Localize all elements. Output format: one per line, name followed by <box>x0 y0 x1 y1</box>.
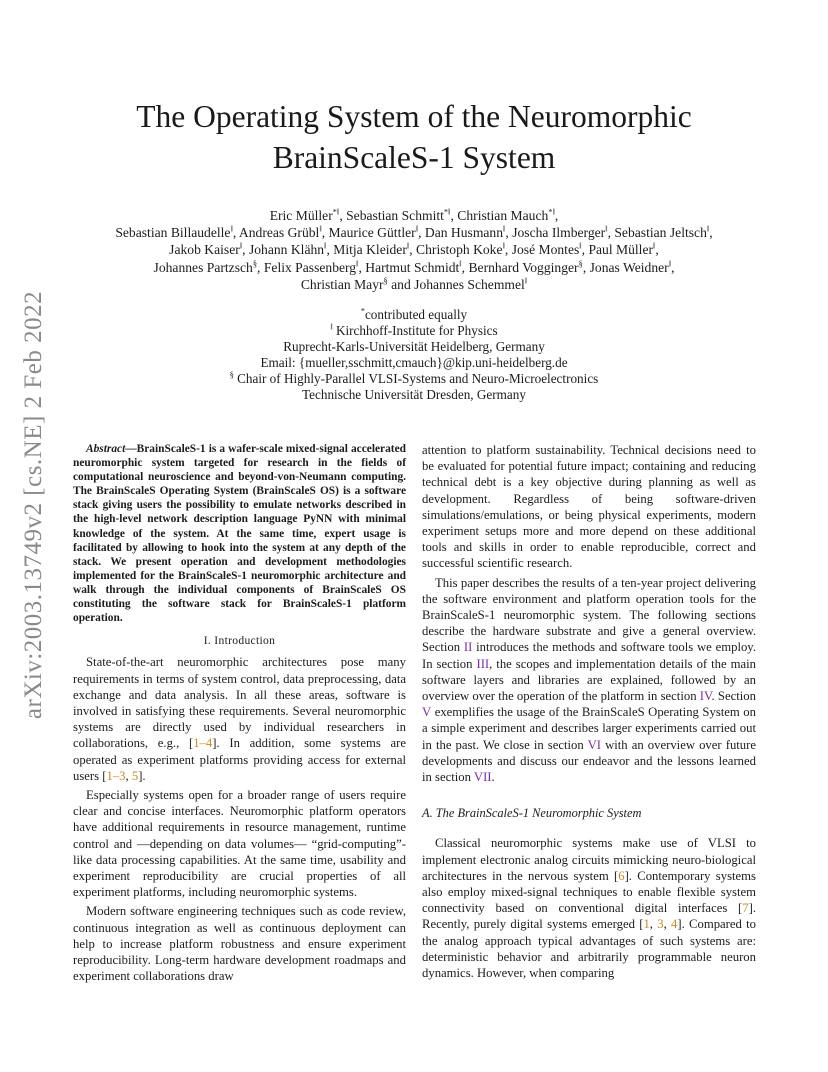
citation-link[interactable]: 5 <box>131 768 139 783</box>
abstract <box>73 442 406 625</box>
abstract-text: —BrainScaleS-1 is a wafer-scale mixed-signal accelerated neuromorphic system targeted for research in the fields of computational neuroscience and beyond-von-Neumann computing. The BrainScaleS Operating System (BrainScaleS OS) is a software stack giving users the possibility to emulate networks described in the high-level network description language PyNN with minimal knowledge of the system. At the same time, expert usage is facilitated by allowing to hook into the system at any depth of the stack. We present operation and development methodologies implemented for the BrainScaleS-1 neuromorphic architecture and walk through the individual components of BrainScaleS OS constituting the software stack for BrainScaleS-1 platform operation. <box>73 443 406 625</box>
paragraph: Especially systems open for a broader range of users require clear and concise interfaces. Neuromorphic platform operators have additional requirements in resource management, runtime control and —depending on data volumes— “grid-computing”-like data processing capabilities. At the same time, usability and experiment reproducibility are crucial properties of all experiment platforms, including neuromorphic systems. <box>73 788 406 900</box>
citation-link[interactable]: 7 <box>742 901 749 916</box>
citation-link[interactable]: 6 <box>618 868 625 883</box>
paragraph: Modern software engineering techniques such as code review, continuous integration as well as continuous deployment can help to increase platform robustness and ensure experiment reproducibility. Long-term hardware development roadmaps and experiment collaborations draw <box>73 904 406 984</box>
paper-title <box>60 96 768 178</box>
affiliation-line: Technische Universität Dresden, Germany <box>302 387 526 403</box>
citation-link[interactable]: 1–3 <box>106 768 126 783</box>
paragraph: attention to platform sustainability. Technical decisions need to be evaluated for potential future impact; containing and reducing technical debt is a key objective during planning as well as development. Regardless of being software-driven simulations/emulations, or being physical experiments, modern experiment setups more and more depend on these additional tools and skills in order to enable reproducible, correct and successful scientific research. <box>422 443 756 571</box>
citation-link[interactable]: 3 <box>657 917 664 932</box>
author-line: Eric Müller*‖, Sebastian Schmitt*‖, Christian Mauch*‖, <box>269 206 559 223</box>
author-line: Sebastian Billaudelle‖, Andreas Grübl‖, Maurice Güttler‖, Dan Husmann‖, Joscha Ilmberger‖, Sebastian Jeltsch‖, <box>115 223 713 241</box>
author-line: Johannes Partzsch§, Felix Passenberg‖, Hartmut Schmidt‖, Bernhard Vogginger§, Jonas Weidner‖, <box>153 258 675 275</box>
citation-link[interactable]: 1–4 <box>193 736 213 751</box>
affiliation-line: § Chair of Highly-Parallel VLSI-Systems and Neuro-Microelectronics <box>229 370 599 387</box>
arxiv-watermark <box>14 290 54 720</box>
section-link[interactable]: VI <box>587 737 601 752</box>
arxiv-identifier: arXiv:2003.13749v2 [cs.NE] 2 Feb 2022 <box>20 290 47 720</box>
affiliation-line: ‖ Kirchhoff-Institute for Physics <box>330 322 498 339</box>
contact-email: Email: {mueller,sschmitt,cmauch}@kip.uni-heidelberg.de <box>260 355 568 371</box>
affiliations <box>60 307 768 404</box>
paragraph: Classical neuromorphic systems make use of VLSI to implement electronic analog circuits mimicking neuro-biological architectures in the nervous system [6]. Contemporary systems also employ mixed-signal techniques to enable flexible system connectivity based on conventional digital interfaces [7]. Recently, purely digital systems emerged [1, 3, 4]. Compared to the analog approach typical advantages of such systems are: deterministic behavior and arbitrarily programmable neuron dynamics. However, when comparing <box>422 836 757 981</box>
paragraph: This paper describes the results of a ten-year project delivering the software environment and platform operation tools for the BrainScaleS-1 neuromorphic system. The following sections describe the hardware substrate and give a general overview. Section II introduces the methods and software tools we employ. In section III, the scopes and implementation details of the main software layers and libraries are explained, followed by an overview over the operation of the platform in section IV. Section V exemplifies the usage of the BrainScaleS Operating System on a simple experiment and describes larger experiments carried out in the past. We close in section VI with an overview over future developments and discuss our endeavor and the lessons learned in section VII. <box>422 575 757 785</box>
subsection-heading: A. The BrainScaleS-1 Neuromorphic System <box>422 806 642 821</box>
citation-link[interactable]: 4 <box>671 917 678 932</box>
equal-contribution-note: *contributed equally <box>360 306 468 322</box>
section-link[interactable]: IV <box>699 689 712 704</box>
paragraph: State-of-the-art neuromorphic architectures pose many requirements in terms of system control, data preprocessing, data exchange and data analysis. In all these areas, software is involved in satisfying these requirements. Several neuromorphic systems are directly used by individual researchers in collaborations, e.g., [1–4]. In addition, some systems are operated as experiment platforms providing access for external users [1–3, 5]. <box>73 655 406 783</box>
right-column <box>422 442 756 981</box>
author-list <box>60 207 768 293</box>
title-line-2: BrainScaleS-1 System <box>272 140 556 175</box>
section-link[interactable]: VII <box>473 770 492 785</box>
author-line: Jakob Kaiser‖, Johann Klähn‖, Mitja Kleider‖, Christoph Koke‖, José Montes‖, Paul Müller‖, <box>169 240 659 258</box>
left-column <box>73 442 406 984</box>
citation-link[interactable]: 1 <box>643 917 650 932</box>
section-heading-introduction: I. Introduction <box>203 634 276 648</box>
section-link[interactable]: III <box>476 656 490 671</box>
title-line-1: The Operating System of the Neuromorphic <box>136 99 692 134</box>
author-line: Christian Mayr§ and Johannes Schemmel‖ <box>300 275 528 292</box>
section-link[interactable]: V <box>422 705 432 720</box>
section-link[interactable]: II <box>463 640 473 655</box>
affiliation-line: Ruprecht-Karls-Universität Heidelberg, Germany <box>283 339 545 355</box>
abstract-label: Abstract <box>86 443 126 455</box>
